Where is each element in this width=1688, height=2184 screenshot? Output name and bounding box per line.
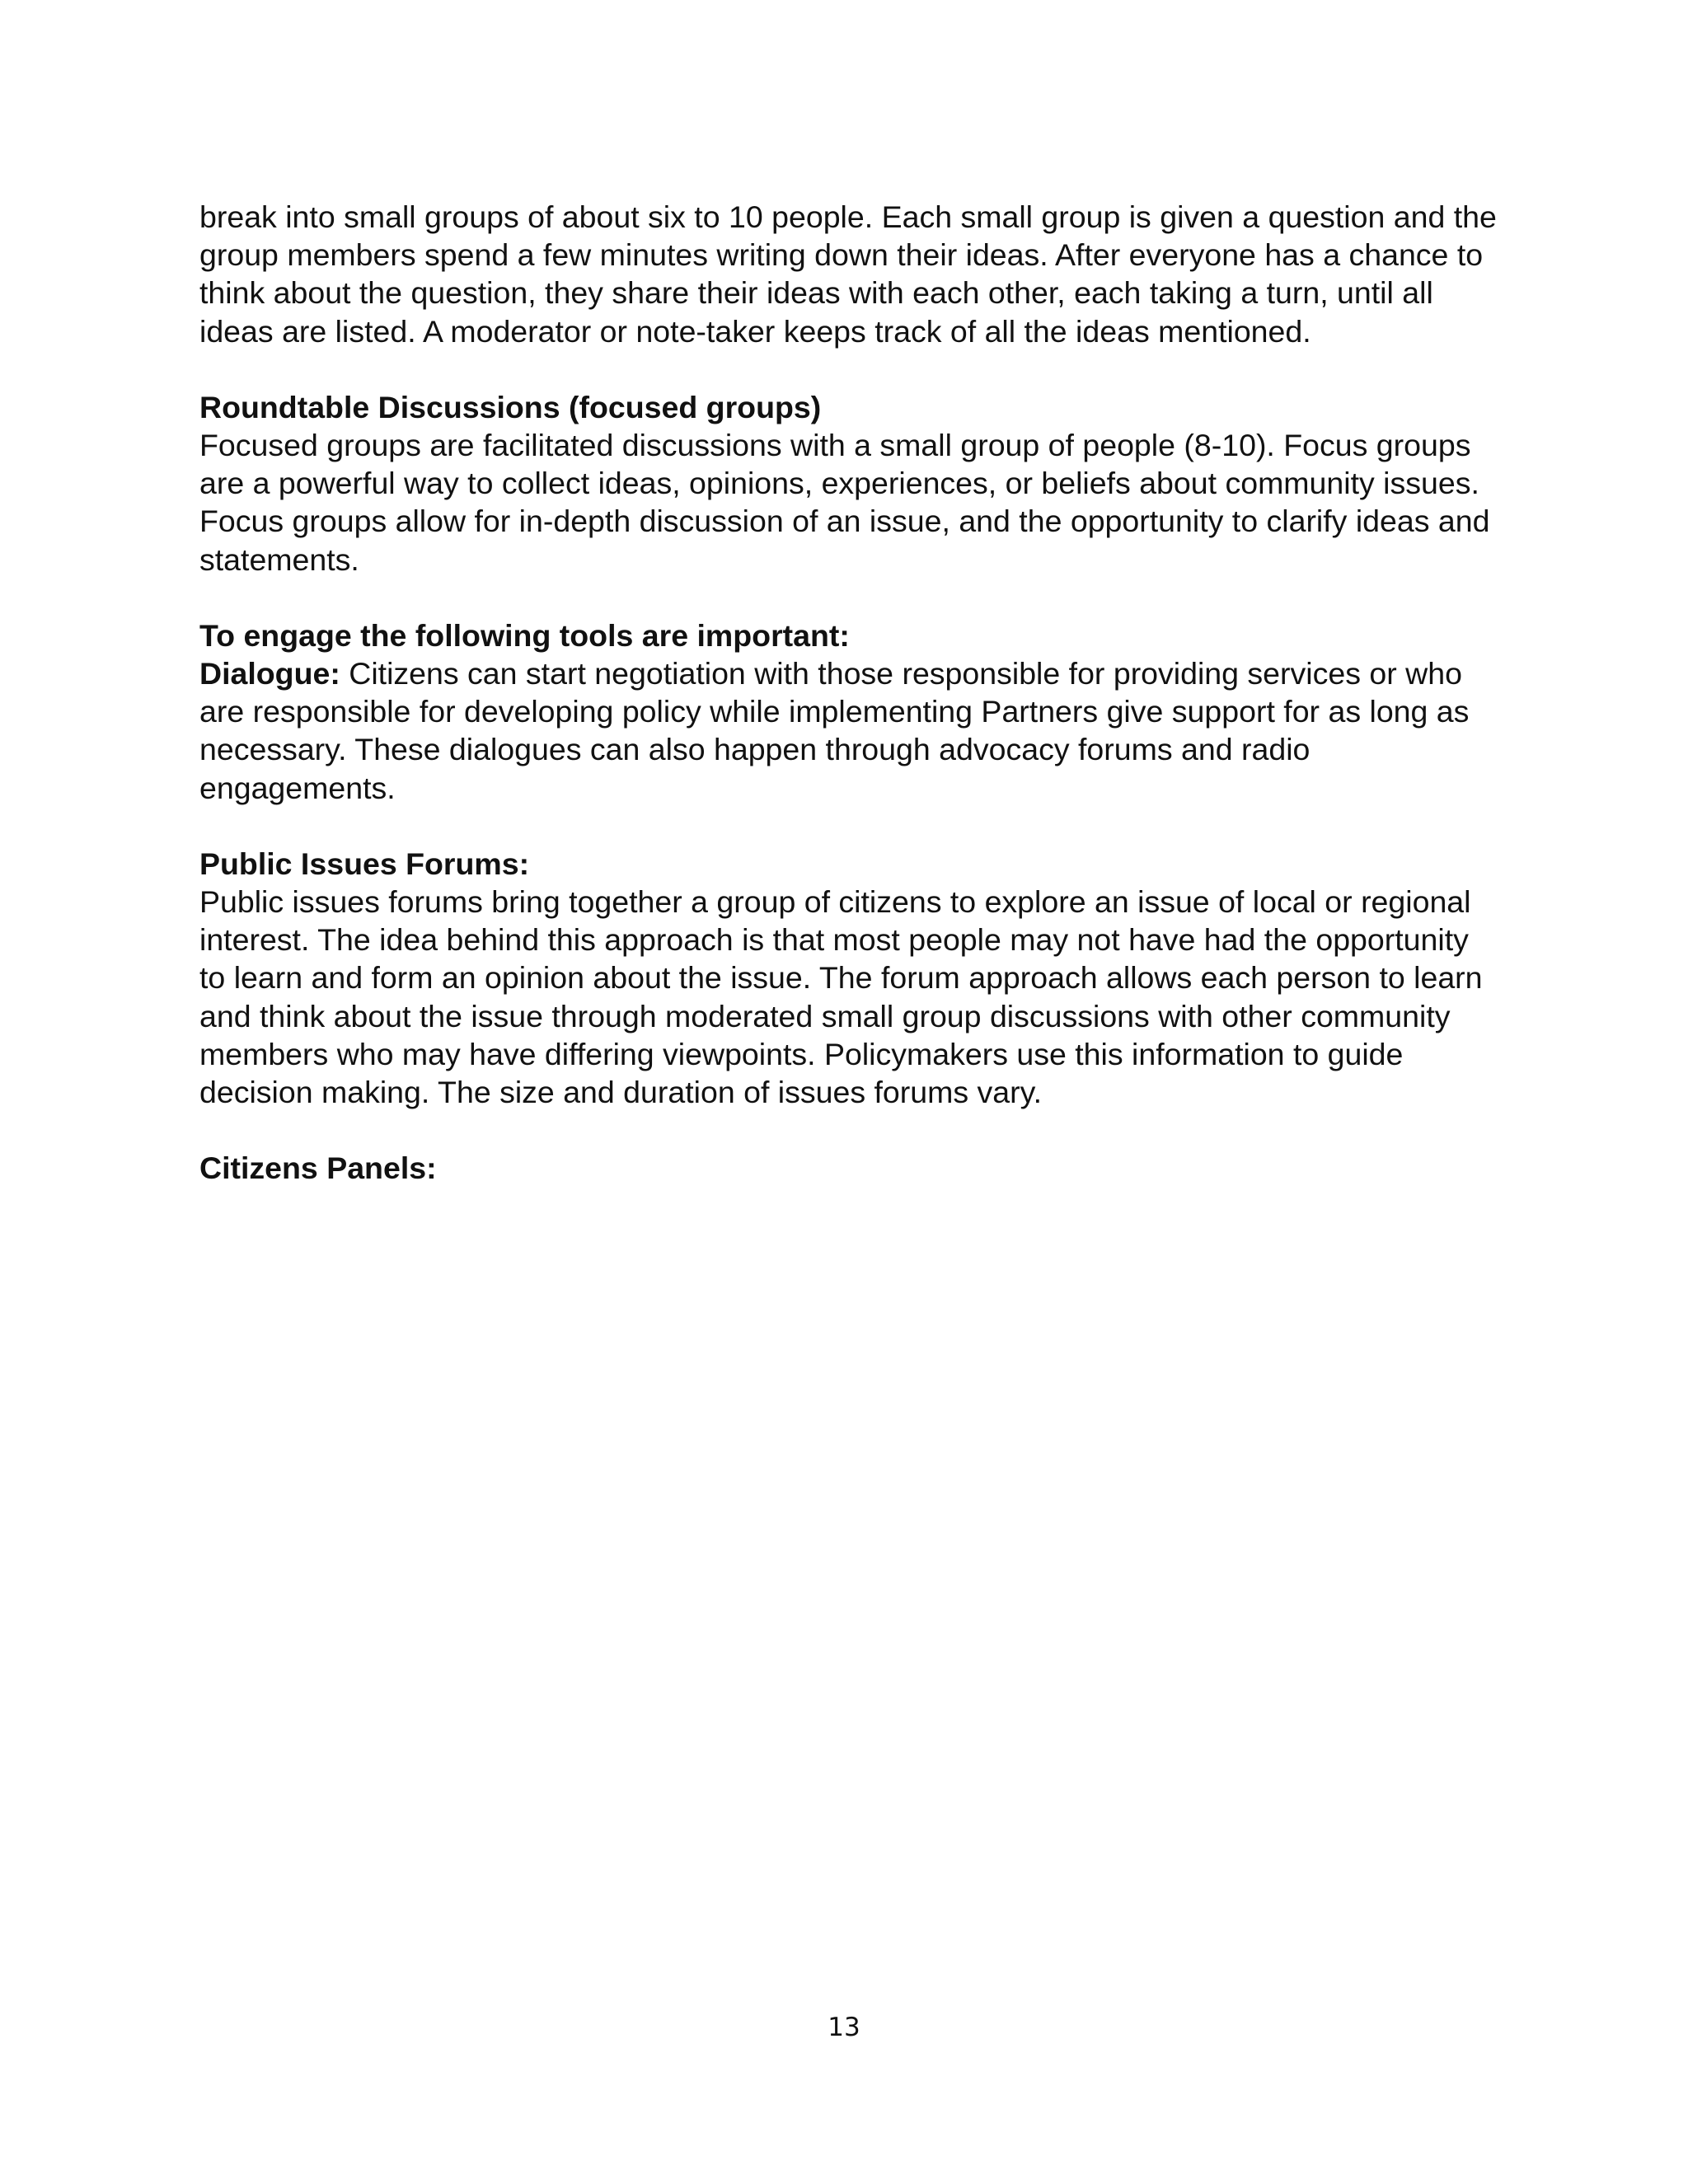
- dialogue-body: Citizens can start negotiation with those responsible for providing services or who are responsible for developing policy while implementing Partners give support for as long as necessary. These dialogues can also happen through advocacy forums and radio engagements.: [199, 656, 1470, 805]
- page-number: 13: [828, 2013, 860, 2042]
- dialogue-paragraph: [199, 654, 1502, 807]
- roundtable-heading: Roundtable Discussions (focused groups): [199, 389, 822, 424]
- paragraph-gap: [199, 350, 1502, 388]
- citizens-panels-heading: Citizens Panels:: [199, 1151, 437, 1186]
- intro-paragraph: break into small groups of about six to 10 people. Each small group is given a question and the group members spend a few minutes writing down their ideas. After everyone has a chance to think about the question, they share their ideas with each other, each taking a turn, until all ideas are listed. A moderator or note-taker keeps track of all the ideas mentioned.: [199, 199, 1497, 349]
- public-issues-heading: Public Issues Forums:: [199, 846, 530, 881]
- paragraph-gap: [199, 579, 1502, 616]
- paragraph-gap: [199, 807, 1502, 845]
- page-content: [199, 198, 1502, 1187]
- dialogue-label: Dialogue:: [199, 656, 340, 691]
- roundtable-body: Focused groups are facilitated discussions with a small group of people (8-10). Focus groups are a powerful way to collect ideas, opinions, experiences, or beliefs about community issues. Focus groups allow for in-depth discussion of an issue, and the opportunity to clarify ideas and statements.: [199, 428, 1490, 577]
- paragraph-gap: [199, 1111, 1502, 1149]
- engage-heading: To engage the following tools are important:: [199, 617, 850, 653]
- public-issues-body: Public issues forums bring together a group of citizens to explore an issue of local or regional interest. The idea behind this approach is that most people may not have had the opportunity to learn and form an opinion about the issue. The forum approach allows each person to learn and think about the issue through moderated small group discussions with other community members who may have differing viewpoints. Policymakers use this information to guide decision making. The size and duration of issues forums vary.: [199, 884, 1483, 1110]
